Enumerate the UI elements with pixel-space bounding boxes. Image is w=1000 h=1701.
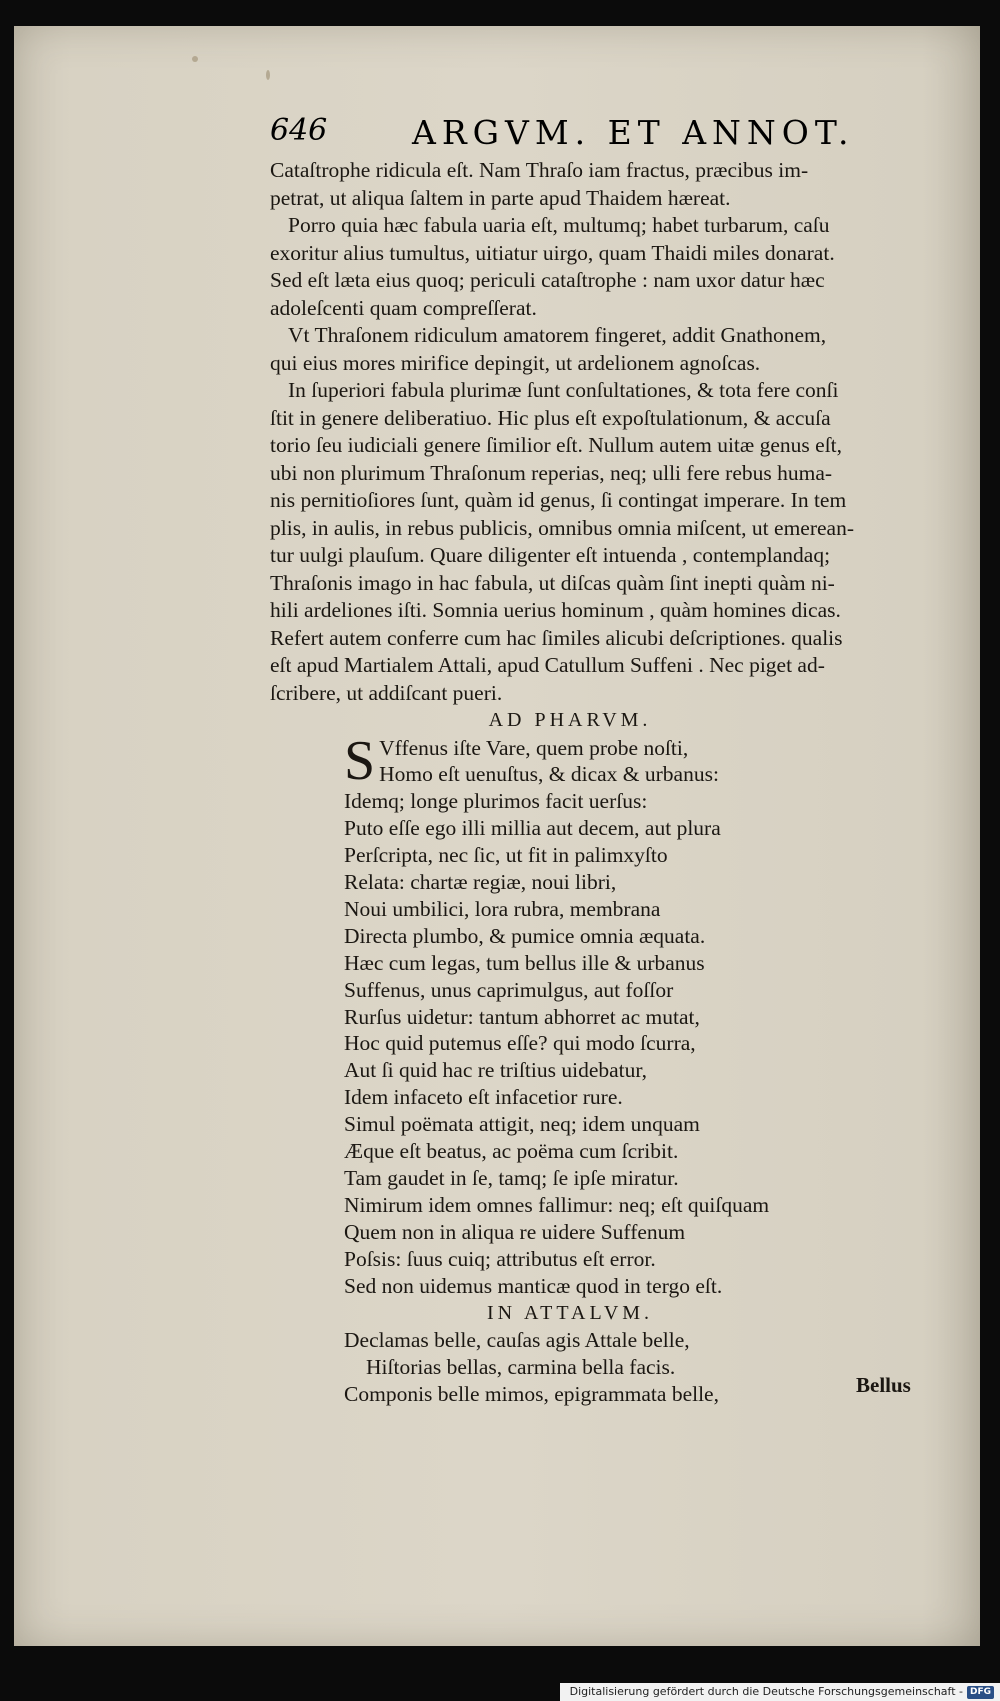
poem-opening (344, 729, 920, 792)
poem-line: Noui umbilici, lora rubra, membrana (344, 896, 661, 921)
poem-line: Vffenus iſte Vare, quem probe noſti, (379, 735, 689, 760)
poem-line: Declamas belle, cauſas agis Attale belle, (344, 1328, 690, 1353)
text-line: In ſuperiori fabula plurimæ ſunt conſultationes, & tota fere conſi (288, 378, 839, 402)
poem-line: Hæc cum legas, tum bellus ille & urbanus (344, 950, 705, 975)
text-line: torio ſeu iudiciali genere ſimilior eſt. Nullum autem uitæ genus eſt, (270, 433, 843, 457)
paragraph-3 (270, 322, 920, 377)
text-line: exoritur alius tumultus, uitiatur uirgo, quam Thaidi miles donarat. (270, 240, 835, 265)
text-line: plis, in aulis, in rebus publicis, omnibus omnia miſcent, ut emerean- (270, 515, 854, 540)
poem-line: Hoc quid putemus eſſe? qui modo ſcurra, (344, 1031, 696, 1056)
text-line: Cataſtrophe ridicula eſt. Nam Thraſo iam fractus, præcibus im- (270, 158, 809, 182)
text-line: hili ardeliones iſti. Somnia uerius hominum , quàm homines dicas. (270, 598, 841, 622)
paragraph-2 (270, 212, 920, 322)
page-body (270, 157, 920, 1408)
poem-line: Homo eſt uenuſtus, & dicax & urbanus: (379, 762, 719, 787)
poem-line: Nimirum idem omnes fallimur: neq; eſt quiſquam (344, 1192, 770, 1217)
poem-line: Hiſtorias bellas, carmina bella facis. (366, 1354, 676, 1379)
poem-line: Idemq; longe plurimos facit uerſus: (344, 789, 648, 814)
poem-line: Sed non uidemus manticæ quod in tergo eſt. (344, 1273, 723, 1298)
paper-stain (266, 70, 270, 80)
page-number: 646 (270, 113, 328, 148)
poem-line: Tam gaudet in ſe, tamq; ſe ipſe miratur. (344, 1166, 679, 1190)
poem-heading: AD PHARVM. (488, 709, 652, 731)
poem-line: Suffenus, unus caprimulgus, aut foſſor (344, 977, 674, 1002)
paragraph-1 (270, 157, 920, 212)
text-line: qui eius mores mirifice depingit, ut ardelionem agnoſcas. (270, 350, 761, 375)
text-line: Porro quia hæc fabula uaria eſt, multumq; habet turbarum, caſu (288, 213, 830, 237)
running-head (270, 113, 910, 153)
drop-cap: S (344, 729, 376, 792)
dfg-logo: DFG (967, 1686, 994, 1699)
poem-line: Poſsis: ſuus cuiq; attributus eſt error. (344, 1246, 656, 1271)
poem-line: Perſcripta, nec ſic, ut fit in palimxyſto (344, 843, 668, 868)
poem-line: Relata: chartæ regiæ, noui libri, (344, 870, 617, 895)
text-line: ubi non plurimum Thraſonum reperias, neq; ulli fere rebus huma- (270, 460, 833, 485)
poem-ad-pharum (270, 729, 920, 1300)
poem-heading: IN ATTALVM. (486, 1301, 654, 1324)
poem-line: Puto eſſe ego illi millia aut decem, aut plura (344, 816, 721, 841)
text-line: Vt Thraſonem ridiculum amatorem fingeret, addit Gnathonem, (288, 323, 827, 347)
text-line: petrat, ut aliqua ſaltem in parte apud Thaidem hæreat. (270, 185, 731, 210)
paper-stain (192, 56, 198, 62)
credit-text: Digitalisierung gefördert durch die Deutsche Forschungsgemeinschaft - (569, 1685, 963, 1698)
digitization-credit (560, 1683, 1000, 1701)
text-line: eſt apud Martialem Attali, apud Catullum Suffeni . Nec piget ad- (270, 653, 825, 677)
poem-in-attalum (270, 1327, 920, 1408)
poem-line: Directa plumbo, & pumice omnia æquata. (344, 923, 706, 948)
paragraph-4 (270, 377, 920, 707)
text-line: Sed eſt læta eius quoq; periculi cataſtrophe : nam uxor datur hæc (270, 268, 825, 292)
text-line: ſtit in genere deliberatiuo. Hic plus eſt expoſtulationum, & accuſa (270, 405, 831, 430)
poem-line: Aut ſi quid hac re triſtius uidebatur, (344, 1058, 648, 1083)
header-title: ARGVM. ET ANNOT. (412, 113, 855, 152)
poem-line: Componis belle mimos, epigrammata belle, (344, 1381, 719, 1406)
poem-line: Æque eſt beatus, ac poëma cum ſcribit. (344, 1139, 679, 1164)
text-line: adoleſcenti quam compreſſerat. (270, 295, 537, 320)
poem-line: Idem infaceto eſt infacetior rure. (344, 1085, 623, 1110)
text-line: Thraſonis imago in hac fabula, ut diſcas quàm ſint inepti quàm ni- (270, 570, 835, 595)
poem-line: Rurſus uidetur: tantum abhorret ac mutat, (344, 1004, 700, 1029)
poem-line: Quem non in aliqua re uidere Suffenum (344, 1219, 686, 1244)
poem-line: Simul poëmata attigit, neq; idem unquam (344, 1112, 700, 1137)
text-line: ſcribere, ut addiſcant pueri. (270, 680, 503, 705)
catchword: Bellus (856, 1373, 911, 1397)
text-line: Refert autem conferre cum hac ſimiles alicubi deſcriptiones. qualis (270, 625, 843, 650)
text-line: tur uulgi plauſum. Quare diligenter eſt intuenda , contemplandaq; (270, 543, 831, 567)
text-line: nis pernitioſiores ſunt, quàm id genus, ſi contingat imperare. In tem (270, 488, 847, 512)
